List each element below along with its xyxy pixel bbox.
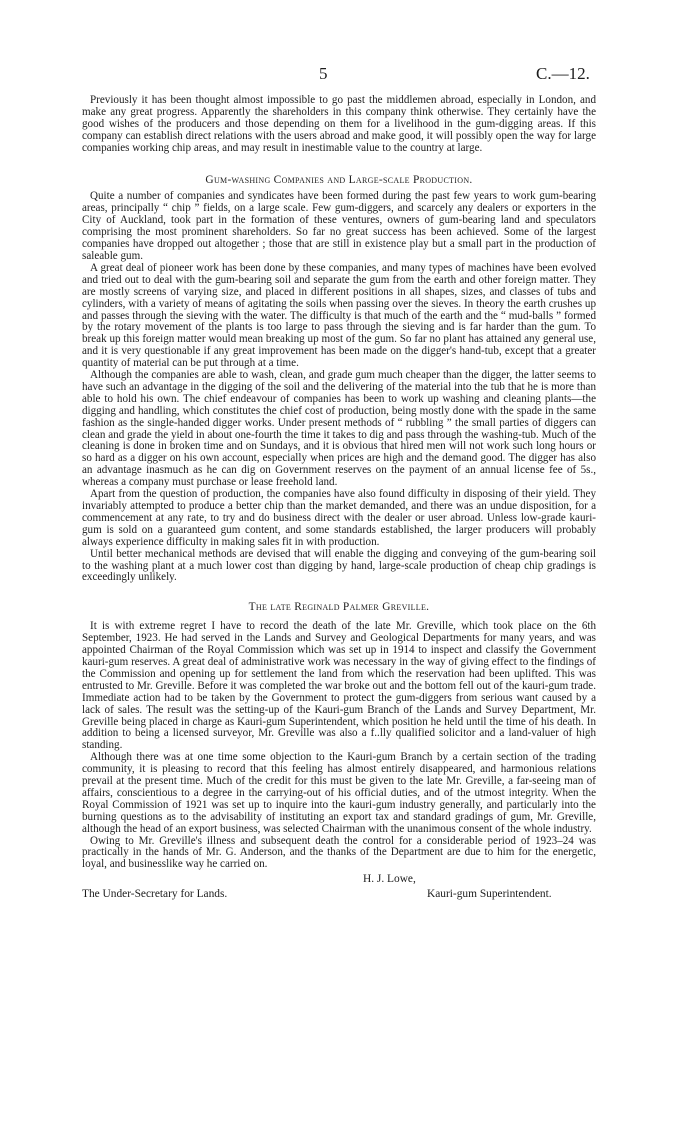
signatory-name: H. J. Lowe, [363,873,416,886]
body-paragraph: Although the companies are able to wash, clean, and grade gum much cheaper than the digger, the latter seems to have such an advantage in the digging of the soil and the delivering of the material into the tub that he is more than able to hold his own. The chief endeavour of companies has been to work up washing and cleaning plants—the digging and handling, which constitutes the chief cost of production, being mostly done with the spade in the same fashion as the single-handed digger works. Under present methods of “ rubbling ” the small parties of diggers can clean and grade the yield in about one-fourth the time it takes to dig and pass through the washing-tub. Much of the cleaning is done in broken time and on Sundays, and it is obvious that hired men will not work such long hours or so hard as a digger on his own account, especially when prices are high and the demand good. The digger has also an advantage inasmuch as he can dig on Government reserves on the payment of an annual license fee of 5s., whereas a company must purchase or lease freehold land. [82,369,596,489]
paper-reference: C.—12. [536,64,590,83]
body-paragraph: Owing to Mr. Greville's illness and subsequent death the control for a considerable period of 1923–24 was practically in the hands of Mr. G. Anderson, and the thanks of the Department are due to him for the energetic, loyal, and businesslike way he carried on. [82,834,596,871]
body-paragraph: Although there was at one time some objection to the Kauri-gum Branch by a certain section of the trading community, it is pleasing to record that this feeling has almost entirely disappeared, and harmonious relations prevail at the present time. Much of the credit for this must be given to the late Mr. Greville, a far-seeing man of affairs, conscientious to a degree in the carrying-out of his official duties, and of the utmost integrity. When the Royal Commission of 1921 was set up to inquire into the kauri-gum industry generally, and particularly into the burning questions as to the advisability of instituting an export tax and standard gradings of gum, Mr. Greville, although the head of an export business, was selected Chairman with the unanimous consent of the whole industry. [82,751,596,835]
signatory-title: Kauri-gum Superintendent. [427,888,552,901]
addressee: The Under-Secretary for Lands. [82,888,228,901]
intro-paragraph: Previously it has been thought almost impossible to go past the middlemen abroad, especially in London, and make any great progress. Apparently the shareholders in this company think otherwise. They certainly have the good wishes of the producers and those depending on them for a livelihood in the gum-digging areas. If this company can establish direct relations with the users abroad and make good, it will possibly open the way for large companies working chip areas, and may result in inestimable value to the country at large. [82,94,596,154]
body-paragraph: Apart from the question of production, the companies have also found difficulty in disposing of their yield. They invariably attempted to produce a better chip than the market demanded, and there was an undue disposition, for a commencement at any rate, to try and do business direct with the dealer or user abroad. Unless low-grade kauri-gum is sold on a guaranteed gum content, and some standards established, the larger producers will probably always experience difficulty in making sales fit in with production. [82,488,596,548]
body-paragraph: Until better mechanical methods are devised that will enable the digging and conveying of the gum-bearing soil to the washing plant at a much lower cost than digging by hand, large-scale production of cheap chip gradings is exceedingly unlikely. [82,547,596,584]
body-paragraph: Quite a number of companies and syndicates have been formed during the past few years to work gum-bearing areas, principally “ chip ” fields, on a large scale. Few gum-diggers, and scarcely any dealers or exporters in the City of Auckland, took part in the formation of these ventures, owners of gum-bearing land and speculators comprising the most prominent shareholders. So far no great success has been achieved. Some of the largest companies have dropped out altogether ; those that are still in existence play but a small part in the production of saleable gum. [82,190,596,262]
section-heading-greville: The late Reginald Palmer Greville. [248,601,430,614]
signature-block [82,874,596,902]
document-body [82,95,596,902]
page-number: 5 [319,64,328,83]
body-paragraph: A great deal of pioneer work has been done by these companies, and many types of machines have been evolved and tried out to deal with the gum-bearing soil and separate the gum from the earth and other foreign matter. They are mostly screens of varying size, and placed in different positions in all shapes, sizes, and classes of tubs and cylinders, with a variety of means of agitating the soils when passing over the sieves. In theory the earth crushes up and passes through the sieving with the water. The difficulty is that much of the earth and the “ mud-balls ” formed by the rotary movement of the plants is too large to pass through the sieving and is far harder than the gum. To break up this foreign matter would mean breaking up most of the gum. So far no plant has attained any general use, and it is very questionable if any great improvement has been made on the digger's hand-tub, except that a greater quantity of material can be put through at a time. [82,261,596,370]
body-paragraph: It is with extreme regret I have to record the death of the late Mr. Greville, which took place on the 6th September, 1923. He had served in the Lands and Survey and Geological Departments for many years, and was appointed Chairman of the Royal Commission which was set up in 1914 to inspect and classify the Government kauri-gum reserves. A great deal of administrative work was necessary in the way of giving effect to the findings of the Commission and opening up for settlement the land from which the reservation had been uplifted. This was entrusted to Mr. Greville. Before it was completed the war broke out and the bottom fell out of the kauri-gum trade. Immediate action had to be taken by the Government to protect the gum-diggers from serious want caused by a lack of sales. The result was the setting-up of the Kauri-gum Branch of the Lands and Survey Department, Mr. Greville being placed in charge as Kauri-gum Superintendent, which position he held until the time of his death. In addition to being a licensed surveyor, Mr. Greville was also a f..lly qualified solicitor and a land-valuer of high standing. [82,620,596,752]
section-heading-gum-washing: Gum-washing Companies and Large-scale Production. [205,173,473,186]
